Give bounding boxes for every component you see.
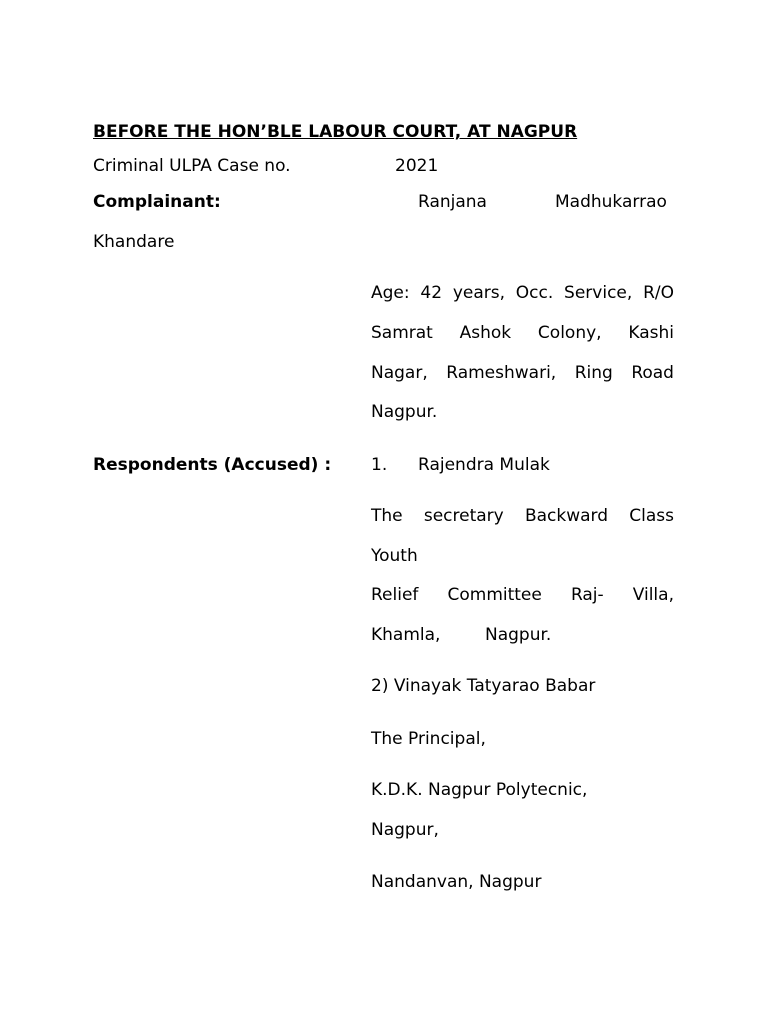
complainant-last-name: Khandare <box>93 232 175 252</box>
respondent-2-line: The Principal, <box>371 729 486 749</box>
complainant-address-line: Nagpur. <box>371 402 438 422</box>
complainant-label: Complainant: <box>93 192 221 212</box>
word: Ashok <box>459 323 512 343</box>
word: Nagar, <box>371 363 428 383</box>
respondent-1-line-word: Khamla, <box>371 625 441 645</box>
word: 42 <box>420 283 443 303</box>
word: Occ. <box>515 283 554 303</box>
respondent-1-line <box>371 585 674 605</box>
complainant-first-name: Ranjana <box>418 192 487 212</box>
case-year: 2021 <box>395 156 439 176</box>
respondent-2-line: K.D.K. Nagpur Polytecnic, <box>371 780 588 800</box>
word: Rameshwari, <box>446 363 557 383</box>
respondent-1-line <box>371 506 674 526</box>
word: Class <box>629 506 674 526</box>
respondent-1-line: Youth <box>371 546 418 566</box>
complainant-address-line <box>371 283 674 303</box>
respondent-2-line: Nagpur, <box>371 820 439 840</box>
case-label: Criminal ULPA Case no. <box>93 156 291 176</box>
word: Colony, <box>537 323 602 343</box>
respondent-2-name: 2) Vinayak Tatyarao Babar <box>371 676 596 696</box>
word: Raj- <box>570 585 604 605</box>
complainant-middle-name: Madhukarrao <box>555 192 667 212</box>
word: Service, <box>564 283 633 303</box>
court-title: BEFORE THE HON’BLE LABOUR COURT, AT NAGPUR <box>93 122 578 142</box>
word: Kashi <box>628 323 674 343</box>
respondents-label: Respondents (Accused) : <box>93 455 332 475</box>
word: Age: <box>371 283 410 303</box>
respondent-2-line: Nandanvan, Nagpur <box>371 872 542 892</box>
word: Committee <box>447 585 542 605</box>
word: Villa, <box>632 585 674 605</box>
complainant-address-line <box>371 363 674 383</box>
complainant-address-line <box>371 323 674 343</box>
word: R/O <box>643 283 674 303</box>
respondent-1-name: Rajendra Mulak <box>418 455 550 475</box>
word: Samrat <box>371 323 433 343</box>
word: The <box>371 506 403 526</box>
word: Road <box>631 363 674 383</box>
word: Backward <box>524 506 609 526</box>
word: years, <box>452 283 505 303</box>
respondent-1-line-word: Nagpur. <box>485 625 552 645</box>
respondent-1-number: 1. <box>371 455 388 475</box>
word: Relief <box>371 585 419 605</box>
word: Ring <box>574 363 613 383</box>
word: secretary <box>423 506 504 526</box>
